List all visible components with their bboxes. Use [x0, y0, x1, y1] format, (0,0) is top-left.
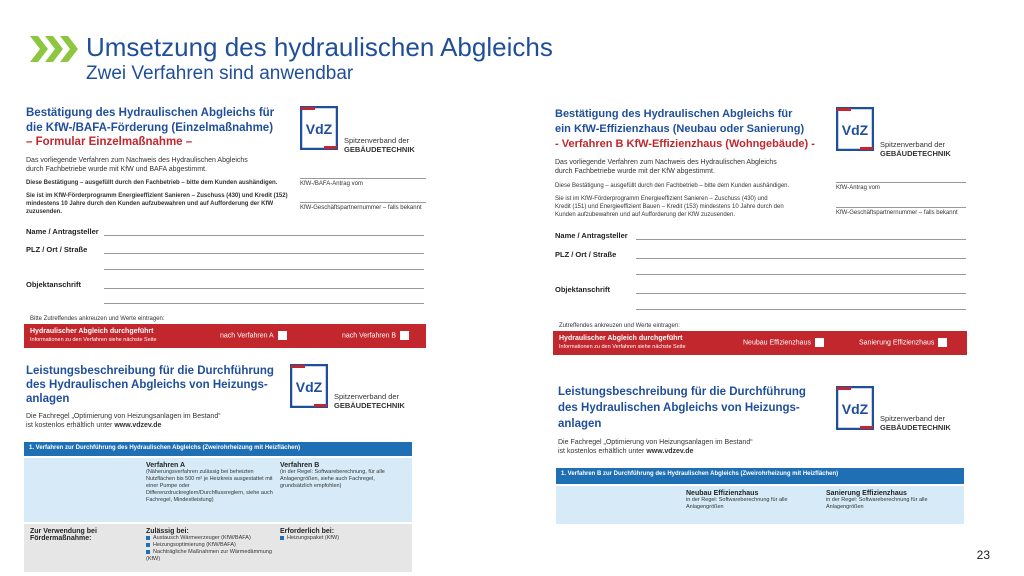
- doc-a-label-objekt: Objektanschrift: [26, 280, 82, 289]
- doc-a-field-partner: KfW-Geschäftspartnernummer – falls bekannt: [300, 205, 422, 211]
- doc-b-req-1: Sie ist im KfW-Förderprogramm Energieeffizient Sanieren – Zuschuss (430) und: [555, 196, 768, 202]
- doc-a-option-a-label: nach Verfahren A: [220, 332, 274, 340]
- doc-c-rule-1: Die Fachregel „Optimierung von Heizungsanlagen im Bestand“: [26, 413, 221, 420]
- doc-b-hint: Zutreffendes ankreuzen und Werte eintragen:: [559, 323, 680, 329]
- page-number: 23: [976, 548, 990, 562]
- logo-mark: VdZ: [841, 401, 869, 417]
- leistungsbeschreibung-b: [556, 362, 966, 524]
- logo-mark: VdZ: [295, 379, 323, 395]
- doc-a-note: Diese Bestätigung – ausgefüllt durch den Fachbetrieb – bitte dem Kunden aushändigen.: [26, 180, 278, 186]
- doc-b-field-partner: KfW-Geschäftspartnernummer – falls bekannt: [836, 210, 958, 216]
- doc-b-note: Diese Bestätigung – ausgefüllt durch den Fachbetrieb – bitte dem Kunden aushändigen.: [555, 183, 790, 189]
- doc-c-col-a-text: (Näherungsverfahren zulässig bei beheizten Nutzflächen bis 500 m² je Heizkreis ausgestattet mit einer Pumpe oder Differenzdruckreglern/Durchflussreglern, siehe auch Fachregel, Mindestleistung): [146, 469, 273, 503]
- doc-c-row2-a-item: Nachträgliche Maßnahmen zur Wärmedämmung (KfW): [146, 549, 272, 562]
- doc-a-intro-2: durch Fachbetriebe wurde mit KfW und BAFA abgestimmt.: [26, 166, 207, 173]
- vdz-logo-icon: [290, 364, 328, 408]
- doc-a-option-b-label: nach Verfahren B: [342, 332, 397, 340]
- doc-a-bar-sub: Informationen zu den Verfahren siehe nächste Seite: [30, 337, 157, 343]
- bullet-icon: [280, 536, 284, 540]
- form-effizienzhaus: [553, 104, 967, 356]
- logo-line-2: GEBÄUDETECHNIK: [880, 423, 951, 432]
- leistungsbeschreibung-a: [24, 362, 412, 572]
- doc-a-checkbox-b[interactable]: [400, 331, 409, 340]
- logo-line-2: GEBÄUDETECHNIK: [334, 401, 405, 410]
- form-einzelmassnahme: [24, 104, 426, 350]
- doc-c-col-b-head: Verfahren B: [280, 462, 320, 469]
- doc-d-table-header: 1. Verfahren B zur Durchführung des Hydraulischen Abgleichs (Zweirohrheizung mit Heizflächen): [556, 468, 964, 484]
- doc-c-table-row-2: [24, 524, 412, 572]
- vdz-logo-icon: [836, 386, 874, 430]
- doc-b-input-objekt[interactable]: [636, 293, 966, 294]
- doc-b-input-plz[interactable]: [636, 258, 966, 259]
- doc-d-col-b-head: Sanierung Effizienzhaus: [826, 490, 907, 497]
- doc-c-title-2: des Hydraulischen Abgleichs von Heizungs-: [26, 379, 268, 391]
- doc-c-col-b-text: (in der Regel: Softwareberechnung, für alle Anlagengrößen, siehe auch Fachregel, grundsätzlich empfohlen): [280, 469, 385, 489]
- doc-b-title-1: Bestätigung des Hydraulischen Abgleichs für: [555, 108, 793, 120]
- doc-d-col-a-head: Neubau Effizienzhaus: [686, 490, 759, 497]
- doc-b-option-neubau-label: Neubau Effizienzhaus: [743, 339, 811, 347]
- doc-a-label-name: Name / Antragsteller: [26, 227, 99, 236]
- doc-a-option-b[interactable]: [342, 331, 409, 340]
- logo-mark: VdZ: [305, 121, 333, 137]
- doc-a-redbar: [24, 324, 426, 348]
- doc-d-col-a-text: in der Regel: Softwareberechnung für alle Anlagengrößen: [686, 497, 788, 510]
- doc-c-table-row-1: [24, 458, 412, 522]
- logo-line-1: Spitzenverband der: [880, 140, 946, 149]
- page-title: Umsetzung des hydraulischen Abgleichs: [86, 32, 553, 62]
- doc-a-input-plz[interactable]: [104, 253, 424, 254]
- doc-b-label-name: Name / Antragsteller: [555, 231, 628, 240]
- doc-b-req-3: Kunden aufzubewahren und auf Aufforderung der KfW zuzusenden.: [555, 212, 736, 218]
- doc-b-checkbox-sanierung[interactable]: [938, 338, 947, 347]
- doc-b-label-objekt: Objektanschrift: [555, 285, 611, 294]
- doc-d-col-b-text: in der Regel: Softwareberechnung für alle Anlagengrößen: [826, 497, 928, 510]
- doc-c-rule-2: ist kostenlos erhältlich unter: [26, 422, 115, 429]
- logo-line-2: GEBÄUDETECHNIK: [344, 145, 415, 154]
- doc-c-title-1: Leistungsbeschreibung für die Durchführung: [26, 365, 274, 377]
- doc-c-row2-b-item: Heizungspaket (KfW): [287, 535, 339, 541]
- doc-b-bar-sub: Informationen zu den Verfahren siehe nächste Seite: [559, 344, 686, 350]
- page-subtitle: Zwei Verfahren sind anwendbar: [86, 63, 354, 84]
- logo-line-1: Spitzenverband der: [880, 414, 946, 423]
- doc-b-req-2: Kredit (151) und Energieeffizient Bauen – Kredit (153) mindestens 10 Jahre durch den: [555, 204, 784, 210]
- logo-line-1: Spitzenverband der: [344, 136, 410, 145]
- doc-a-checkbox-a[interactable]: [278, 331, 287, 340]
- doc-a-input-name[interactable]: [104, 235, 424, 236]
- doc-c-col-a-head: Verfahren A: [146, 462, 186, 469]
- doc-c-url-link[interactable]: www.vdzev.de: [114, 422, 162, 429]
- vdz-logo-icon: [836, 107, 874, 151]
- doc-b-title-3: - Verfahren B KfW-Effizienzhaus (Wohngebäude) -: [555, 138, 815, 150]
- doc-a-bar-title: Hydraulischer Abgleich durchgeführt: [30, 328, 154, 335]
- doc-a-hint: Bitte Zutreffendes ankreuzen und Werte eintragen:: [30, 316, 165, 322]
- doc-d-title-3: anlagen: [558, 418, 602, 430]
- doc-b-label-plz: PLZ / Ort / Straße: [555, 250, 617, 259]
- doc-a-req-3: zuzusenden.: [26, 209, 63, 215]
- doc-b-option-sanierung-label: Sanierung Effizienzhaus: [859, 339, 935, 347]
- doc-c-table-header: 1. Verfahren zur Durchführung des Hydraulischen Abgleichs (Zweirohrheizung mit Heizflächen): [24, 442, 412, 456]
- doc-d-rule-1: Die Fachregel „Optimierung von Heizungsanlagen im Bestand“: [558, 439, 753, 446]
- doc-c-row2-b-head: Erforderlich bei:: [280, 528, 335, 535]
- doc-b-intro-2: durch Fachbetriebe wurde mit der KfW abgestimmt.: [555, 168, 715, 175]
- doc-b-intro-1: Das vorliegende Verfahren zum Nachweis des Hydraulischen Abgleichs: [555, 159, 777, 166]
- logo-line-1: Spitzenverband der: [334, 392, 400, 401]
- chevron-arrows-icon: [30, 36, 78, 62]
- doc-a-intro-1: Das vorliegende Verfahren zum Nachweis des Hydraulischen Abgleichs: [26, 157, 248, 164]
- logo-mark: VdZ: [841, 122, 869, 138]
- doc-b-redbar: [553, 331, 967, 355]
- doc-b-option-neubau[interactable]: [743, 338, 824, 347]
- doc-a-label-plz: PLZ / Ort / Straße: [26, 245, 88, 254]
- vdz-logo-icon: [300, 106, 338, 150]
- doc-c-row2-a-item: Heizungsoptimierung (KfW/BAFA): [153, 542, 236, 548]
- doc-a-input-objekt[interactable]: [104, 288, 424, 289]
- doc-d-rule-2: ist kostenlos erhältlich unter: [558, 448, 647, 455]
- bullet-icon: [146, 543, 150, 547]
- doc-d-title-2: des Hydraulischen Abgleichs von Heizungs-: [558, 402, 800, 414]
- doc-c-row2-a-head: Zulässig bei:: [146, 528, 189, 535]
- doc-b-title-2: ein KfW-Effizienzhaus (Neubau oder Sanierung): [555, 123, 805, 135]
- doc-b-bar-title: Hydraulischer Abgleich durchgeführt: [559, 335, 683, 342]
- doc-a-req-1: Sie ist im KfW-Förderprogramm Energieeffizient Sanieren – Zuschuss (430) und Kredit (152): [26, 193, 288, 199]
- doc-c-title-3: anlagen: [26, 393, 70, 405]
- bullet-icon: [146, 536, 150, 540]
- doc-b-input-name[interactable]: [636, 239, 966, 240]
- doc-a-field-antrag: KfW-/BAFA-Antrag vom: [300, 181, 363, 187]
- doc-d-table-row-1: [556, 486, 964, 524]
- doc-d-title-1: Leistungsbeschreibung für die Durchführung: [558, 386, 806, 398]
- doc-b-checkbox-neubau[interactable]: [815, 338, 824, 347]
- doc-a-title-3: – Formular Einzelmaßnahme –: [26, 136, 193, 148]
- doc-b-field-antrag: KfW-Antrag vom: [836, 185, 880, 191]
- doc-a-option-a[interactable]: [220, 331, 287, 340]
- doc-d-url-link[interactable]: www.vdzev.de: [646, 448, 694, 455]
- doc-c-row2-label: Zur Verwendung bei Fördermaßnahme:: [30, 528, 97, 542]
- doc-a-req-2: mindestens 10 Jahre durch den Kunden aufzubewahren und auf Aufforderung der KfW: [26, 201, 274, 207]
- bullet-icon: [146, 550, 150, 554]
- doc-c-row2-a-item: Austausch Wärmeerzeuger (KfW/BAFA): [153, 535, 251, 541]
- logo-line-2: GEBÄUDETECHNIK: [880, 149, 951, 158]
- doc-b-option-sanierung[interactable]: [859, 338, 947, 347]
- doc-a-title-1: Bestätigung des Hydraulischen Abgleichs für: [26, 107, 275, 119]
- doc-a-title-2: die KfW-/BAFA-Förderung (Einzelmaßnahme): [26, 122, 274, 134]
